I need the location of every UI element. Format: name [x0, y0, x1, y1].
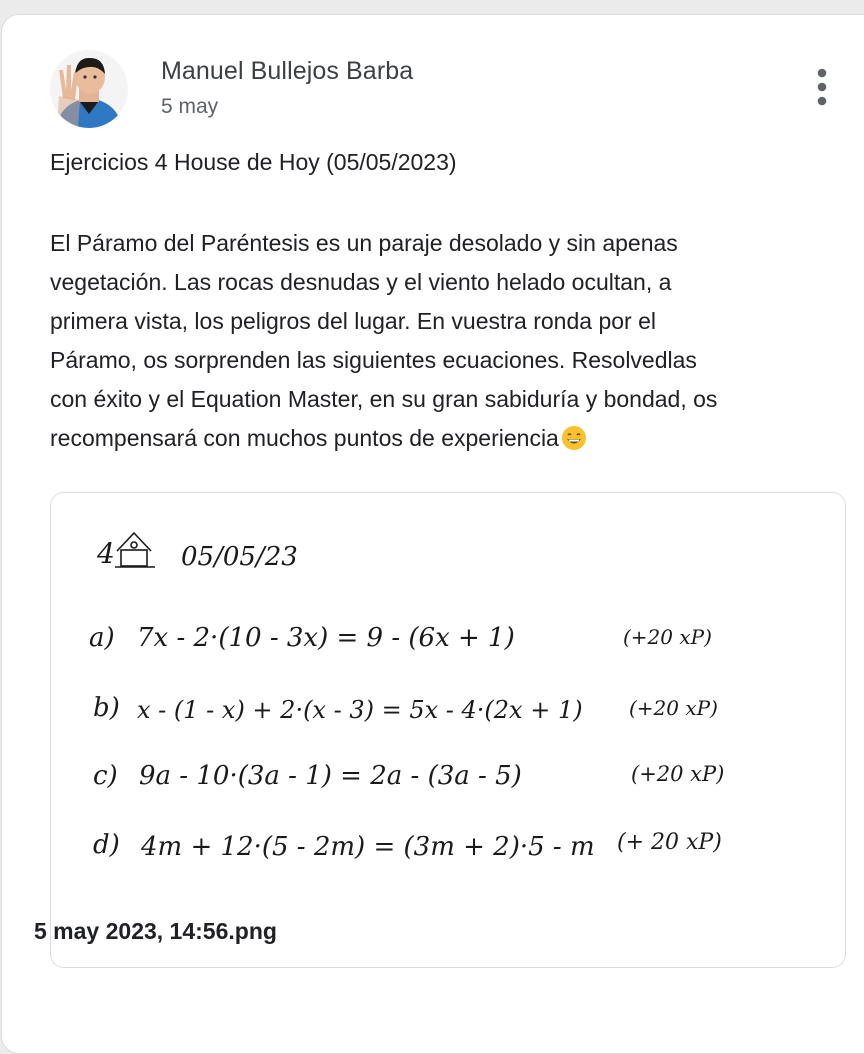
more-vert-icon — [816, 67, 828, 107]
equation-c: 9a - 10·(3a - 1) = 2a - (3a - 5) — [139, 761, 522, 791]
attachment-card[interactable] — [50, 492, 846, 968]
post-title: Ejercicios 4 House de Hoy (05/05/2023) — [50, 149, 457, 175]
equation-c-label: c) — [93, 761, 118, 791]
equation-a-label: a) — [89, 623, 115, 653]
equation-d-reward: (+ 20 xP) — [617, 830, 722, 855]
attachment-preview-image — [51, 493, 846, 893]
post-body-text: El Páramo del Paréntesis es un paraje desolado y sin apenas vegetación. Las rocas desnudas y el viento helado ocultan, a primera vista, los peligros del lugar. En vuestra ronda por el Páramo, os sorprenden las siguientes ecuaciones. Resolvedlas con éxito y el Equation Master, en su gran sabiduría y bondad, os recompensará con muchos puntos de experiencia — [50, 230, 718, 451]
equation-d: 4m + 12·(5 - 2m) = (3m + 2)·5 - m — [141, 832, 595, 862]
worksheet-date: 05/05/23 — [181, 542, 298, 572]
more-options-button[interactable] — [806, 62, 838, 112]
equation-a: 7x - 2·(10 - 3x) = 9 - (6x + 1) — [137, 623, 515, 653]
author-avatar[interactable] — [50, 50, 128, 128]
post-body — [50, 224, 850, 458]
equation-a-reward: (+20 xP) — [623, 625, 712, 649]
equation-b-reward: (+20 xP) — [629, 696, 718, 720]
post-date: 5 may — [161, 95, 219, 118]
grinning-face-icon — [561, 425, 587, 451]
equation-b: x - (1 - x) + 2·(x - 3) = 5x - 4·(2x + 1) — [137, 696, 583, 724]
equation-b-label: b) — [93, 693, 120, 723]
equation-d-label: d) — [93, 830, 120, 860]
author-name[interactable]: Manuel Bullejos Barba — [161, 57, 414, 85]
attachment-filename[interactable]: 5 may 2023, 14:56.png — [34, 918, 277, 944]
equation-c-reward: (+20 xP) — [631, 762, 725, 786]
worksheet-number: 4 — [97, 537, 115, 570]
avatar-image — [50, 50, 128, 128]
